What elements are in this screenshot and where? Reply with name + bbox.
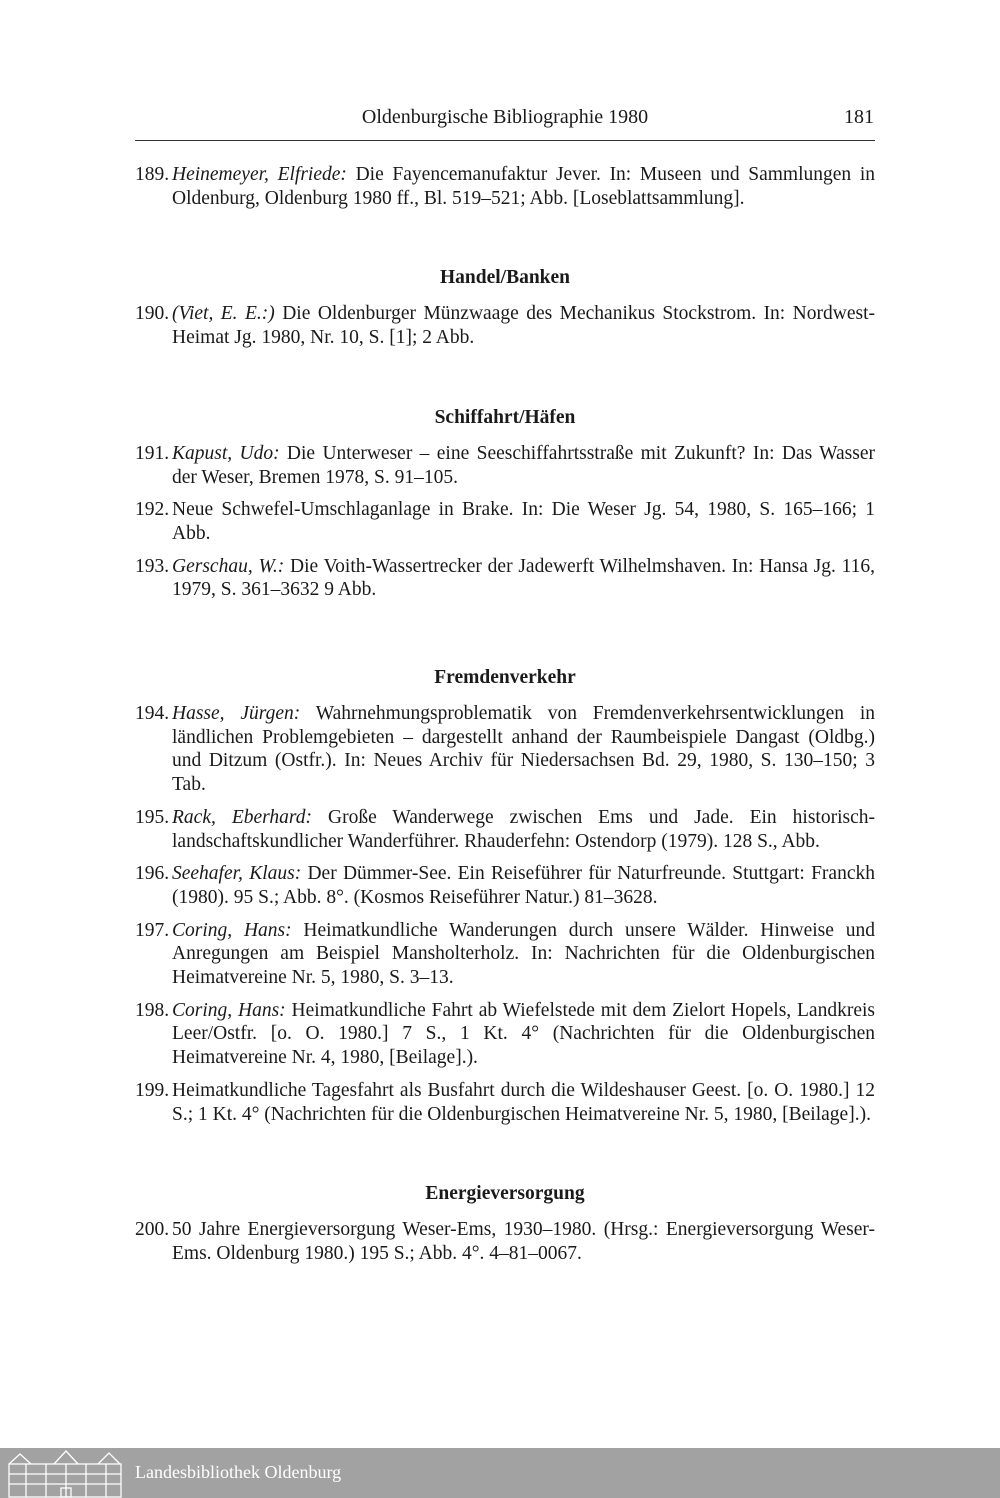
bibliography-entry <box>135 1218 875 1265</box>
entry-number: 199. <box>135 1079 170 1101</box>
entry-text: Heimatkundliche Fahrt ab Wiefelstede mit dem Zielort Hopels, Landkreis Leer/Ostfr. [o. O. 1980.] 7 S., 1 Kt. 4° (Nachrichten für die Oldenburgischen Heimatvereine Nr. 4, 1980, [Beilage].). <box>172 999 875 1069</box>
bibliography-entry <box>135 919 875 990</box>
entry-number: 200. <box>135 1219 170 1241</box>
entry-text: Neue Schwefel-Umschlaganlage in Brake. In: Die Weser Jg. 54, 1980, S. 165–166; 1 Abb. <box>172 499 875 544</box>
bibliography-entry <box>135 302 875 349</box>
page-number: 181 <box>844 106 874 128</box>
bibliography-entry <box>135 862 875 909</box>
section-heading: Fremdenverkehr <box>434 667 576 689</box>
entry-author: Coring, Hans: <box>172 999 286 1021</box>
footer-label: Landesbibliothek Oldenburg <box>135 1462 342 1482</box>
entry-text: Große Wanderwege zwischen Ems und Jade. Ein historisch-landschaftskundlicher Wanderführer. Rhauderfehn: Ostendorp (1979). 128 S., Abb. <box>172 806 875 852</box>
entry-text: Heimatkundliche Tagesfahrt als Busfahrt durch die Wildeshauser Geest. [o. O. 1980.] 12 S.; 1 Kt. 4° (Nachrichten für die Oldenburgischen Heimatvereine Nr. 5, 1980, [Beilage].). <box>172 1079 875 1125</box>
entry-text: Der Dümmer-See. Ein Reiseführer für Naturfreunde. Stuttgart: Franckh (1980). 95 S.; Abb. 8°. (Kosmos Reiseführer Natur.) 81–3628. <box>172 863 875 908</box>
library-building-logo <box>6 1450 124 1498</box>
section-heading: Energieversorgung <box>425 1183 585 1205</box>
entry-text: Die Oldenburger Münzwaage des Mechanikus Stockstrom. In: Nordwest-Heimat Jg. 1980, Nr. 10, S. [1]; 2 Abb. <box>172 303 875 349</box>
entry-number: 189. <box>135 164 170 185</box>
section-heading: Schiffahrt/Häfen <box>434 406 576 428</box>
entry-text: Die Voith-Wassertrecker der Jadewerft Wilhelmshaven. In: Hansa Jg. 116, 1979, S. 361–3632 9 Abb. <box>172 555 875 601</box>
bibliography-entry <box>135 163 875 210</box>
bibliography-entry <box>135 442 875 489</box>
entry-author: Gerschau, W.: <box>172 555 285 577</box>
header-rule <box>135 140 875 141</box>
entry-author: Kapust, Udo: <box>172 442 280 464</box>
entry-author: Heinemeyer, Elfriede: <box>172 164 347 185</box>
entry-number: 197. <box>135 919 170 941</box>
entry-number: 190. <box>135 303 170 325</box>
section-heading: Handel/Banken <box>439 267 571 289</box>
bibliography-entry <box>135 806 875 853</box>
bibliography-entry <box>135 999 875 1070</box>
entry-number: 195. <box>135 806 170 828</box>
entry-author: (Viet, E. E.:) <box>172 303 275 325</box>
entry-author: Seehafer, Klaus: <box>172 863 302 885</box>
bibliography-entry <box>135 1079 875 1126</box>
entry-number: 194. <box>135 703 170 725</box>
bibliography-content <box>135 163 875 1275</box>
footer-bar <box>0 1448 1000 1498</box>
entry-number: 193. <box>135 555 170 577</box>
running-header-title: Oldenburgische Bibliographie 1980 <box>361 106 649 128</box>
bibliography-entry <box>135 498 875 545</box>
entry-text: Die Unterweser – eine Seeschiffahrtsstraße mit Zukunft? In: Das Wasser der Weser, Bremen 1978, S. 91–105. <box>172 442 875 488</box>
entry-text: Die Fayencemanufaktur Jever. In: Museen und Sammlungen in Oldenburg, Oldenburg 1980 ff., Bl. 519–521; Abb. [Loseblattsammlung]. <box>172 164 876 209</box>
entry-number: 196. <box>135 863 170 885</box>
entry-author: Coring, Hans: <box>172 919 292 941</box>
entry-author: Rack, Eberhard: <box>172 806 312 828</box>
entry-text: Wahrnehmungsproblematik von Fremdenverkehrsentwicklungen in ländlichen Problemgebieten – dargestellt anhand der Raumbeispiele Dangast (Oldbg.) und Ditzum (Ostfr.). In: Neues Archiv für Niedersachsen Bd. 29, 1980, S. 130–150; 3 Tab. <box>172 703 875 796</box>
bibliography-entry <box>135 555 875 602</box>
entry-number: 198. <box>135 999 170 1021</box>
entry-number: 191. <box>135 442 170 464</box>
bibliography-entry <box>135 702 875 797</box>
entry-author: Hasse, Jürgen: <box>172 703 301 725</box>
entry-number: 192. <box>135 499 170 521</box>
entry-text: Heimatkundliche Wanderungen durch unsere Wälder. Hinweise und Anregungen am Beispiel Mansholterholz. In: Nachrichten für die Oldenburgischen Heimatvereine Nr. 5, 1980, S. 3–13. <box>172 919 875 989</box>
entry-text: 50 Jahre Energieversorgung Weser-Ems, 1930–1980. (Hrsg.: Energieversorgung Weser-Ems. Oldenburg 1980.) 195 S.; Abb. 4°. 4–81–0067. <box>172 1219 875 1264</box>
